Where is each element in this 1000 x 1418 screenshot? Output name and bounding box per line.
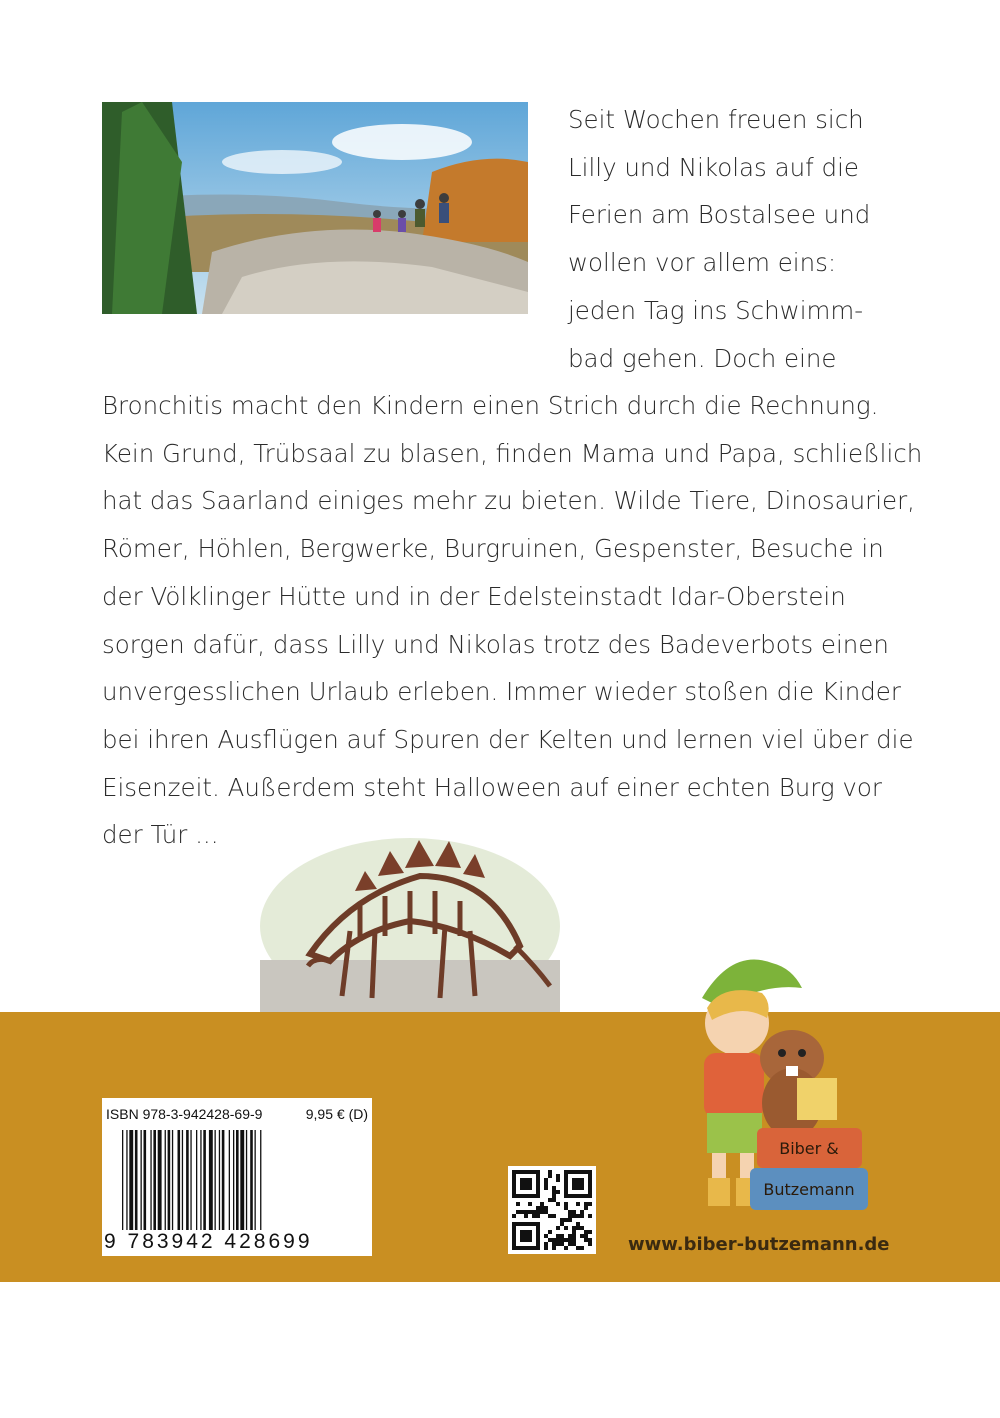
qr-code-icon bbox=[508, 1166, 596, 1254]
blurb-line: jeden Tag ins Schwimm- bbox=[568, 295, 864, 325]
blurb-line: Bronchitis macht den Kindern einen Strich durch die Rechnung. bbox=[102, 391, 879, 420]
dinosaur-illustration bbox=[260, 836, 560, 1012]
blurb-line: unvergesslichen Urlaub erleben. Immer wieder stoßen die Kinder bbox=[102, 677, 901, 707]
book-top-label: Biber & bbox=[779, 1139, 839, 1158]
blurb-line: bad gehen. Doch eine bbox=[568, 343, 837, 373]
blurb-line: der Tür ... bbox=[102, 820, 219, 850]
blurb-body bbox=[102, 382, 923, 859]
blurb-line: bei ihren Ausflügen auf Spuren der Kelten und lernen viel über die bbox=[102, 724, 914, 754]
isbn-line bbox=[106, 1106, 368, 1122]
blurb-line: Eisenzeit. Außerdem steht Halloween auf einer echten Burg vor bbox=[102, 772, 882, 802]
isbn-number: ISBN 978-3-942428-69-9 bbox=[106, 1106, 263, 1122]
barcode-icon bbox=[122, 1130, 354, 1236]
barcode-digits: 9 783942 428699 bbox=[104, 1230, 313, 1253]
blurb-intro bbox=[568, 96, 898, 382]
blurb-line: Kein Grund, Trübsaal zu blasen, finden Mama und Papa, schließlich bbox=[102, 438, 923, 468]
price: 9,95 € (D) bbox=[305, 1106, 368, 1122]
blurb-line: Ferien am Bostalsee und bbox=[568, 200, 871, 230]
blurb-line: Römer, Höhlen, Bergwerke, Burgruinen, Gespenster, Besuche in bbox=[102, 534, 884, 564]
blurb-line: der Völklinger Hütte und in der Edelsteinstadt Idar-Oberstein bbox=[102, 581, 846, 611]
website-link[interactable]: www.biber-butzemann.de bbox=[628, 1234, 890, 1255]
mascot-logo bbox=[662, 948, 872, 1228]
blurb-line: hat das Saarland einiges mehr zu bieten. Wilde Tiere, Dinosaurier, bbox=[102, 486, 915, 516]
blurb-line: Seit Wochen freuen sich bbox=[568, 105, 864, 134]
book-bottom-label: Butzemann bbox=[763, 1180, 855, 1199]
barcode-box bbox=[102, 1098, 372, 1256]
blurb-line: Lilly und Nikolas auf die bbox=[568, 152, 859, 182]
blurb-line: wollen vor allem eins: bbox=[568, 248, 837, 278]
blurb-line: sorgen dafür, dass Lilly und Nikolas trotz des Badeverbots einen bbox=[102, 629, 889, 659]
landscape-illustration bbox=[102, 102, 528, 314]
